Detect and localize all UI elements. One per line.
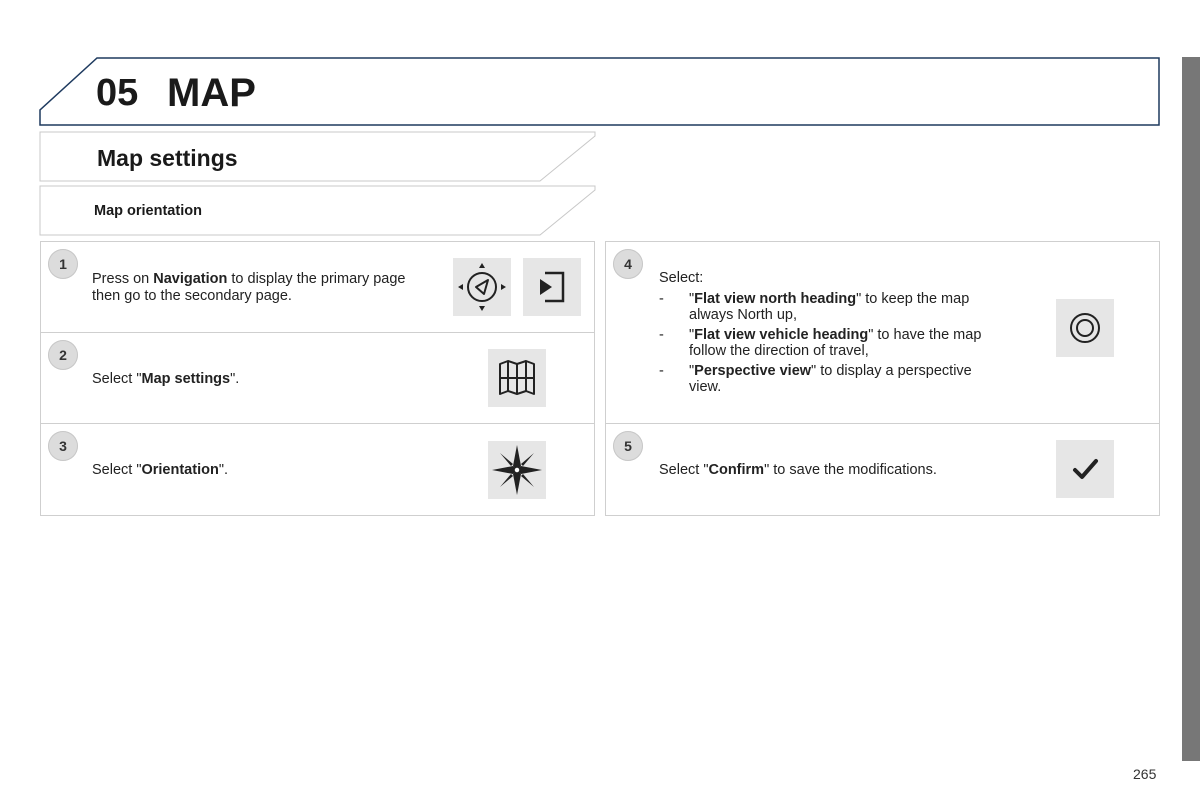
step-1-text-post: to display the primary page then go to the secondary page. <box>92 271 406 304</box>
step-1-text-bold: Navigation <box>153 271 228 287</box>
section-title: Map settings <box>97 145 238 171</box>
option-text-post: " to display a perspective view. <box>689 363 972 395</box>
step-2-text <box>92 371 422 388</box>
step-3-text <box>92 462 422 479</box>
step-5-text-pre: Select " <box>659 462 709 478</box>
step-4-card <box>605 241 1160 424</box>
step-5-text <box>659 462 1019 479</box>
map-settings-icon <box>488 349 546 407</box>
step-5-badge: 5 <box>613 431 643 461</box>
step-4-text <box>659 270 1004 395</box>
step-1-text-pre: Press on <box>92 271 154 287</box>
list-dash: - <box>659 327 664 343</box>
list-dash: - <box>659 291 664 307</box>
target-icon <box>1056 299 1114 357</box>
section-bands <box>0 0 600 240</box>
step-2-text-pre: Select " <box>92 371 142 387</box>
option-text-bold: Flat view vehicle heading <box>694 327 869 343</box>
option-perspective <box>659 363 1004 395</box>
step-2-badge: 2 <box>48 340 78 370</box>
step-3-badge: 3 <box>48 431 78 461</box>
step-2-card <box>40 332 595 424</box>
step-3-text-post: ". <box>218 462 229 478</box>
checkmark-icon <box>1056 440 1114 498</box>
step-1-badge: 1 <box>48 249 78 279</box>
step-3-text-bold: Orientation <box>141 462 219 478</box>
chapter-side-bar <box>1182 57 1200 761</box>
option-text-post: " to have the map follow the direction of travel, <box>689 327 982 359</box>
step-3-card <box>40 423 595 516</box>
step-1-card <box>40 241 595 333</box>
step-5-text-post: " to save the modifications. <box>764 462 937 478</box>
option-flat-vehicle <box>659 327 1004 359</box>
secondary-page-icon <box>523 258 581 316</box>
option-text-bold: Flat view north heading <box>694 291 857 307</box>
compass-rose-icon <box>488 441 546 499</box>
option-text-bold: Perspective view <box>694 363 812 379</box>
step-2-text-post: ". <box>230 371 240 387</box>
step-4-badge: 4 <box>613 249 643 279</box>
option-text-pre: " <box>689 363 695 379</box>
chapter-number: 05 <box>96 72 139 114</box>
option-text-post: " to keep the map always North up, <box>689 291 970 323</box>
orientation-options-list <box>659 291 1004 395</box>
step-5-text-bold: Confirm <box>708 462 765 478</box>
step-4-intro: Select: <box>659 270 704 286</box>
step-2-text-bold: Map settings <box>141 371 231 387</box>
page-number: 265 <box>1133 766 1157 782</box>
option-text-pre: " <box>689 327 695 343</box>
option-text-pre: " <box>689 291 695 307</box>
step-5-card <box>605 423 1160 516</box>
navigation-icon <box>453 258 511 316</box>
list-dash: - <box>659 363 664 379</box>
subsection-title: Map orientation <box>94 203 202 219</box>
chapter-title: MAP <box>167 71 256 115</box>
option-flat-north <box>659 291 1004 323</box>
step-1-text <box>92 271 422 305</box>
step-3-text-pre: Select " <box>92 462 142 478</box>
